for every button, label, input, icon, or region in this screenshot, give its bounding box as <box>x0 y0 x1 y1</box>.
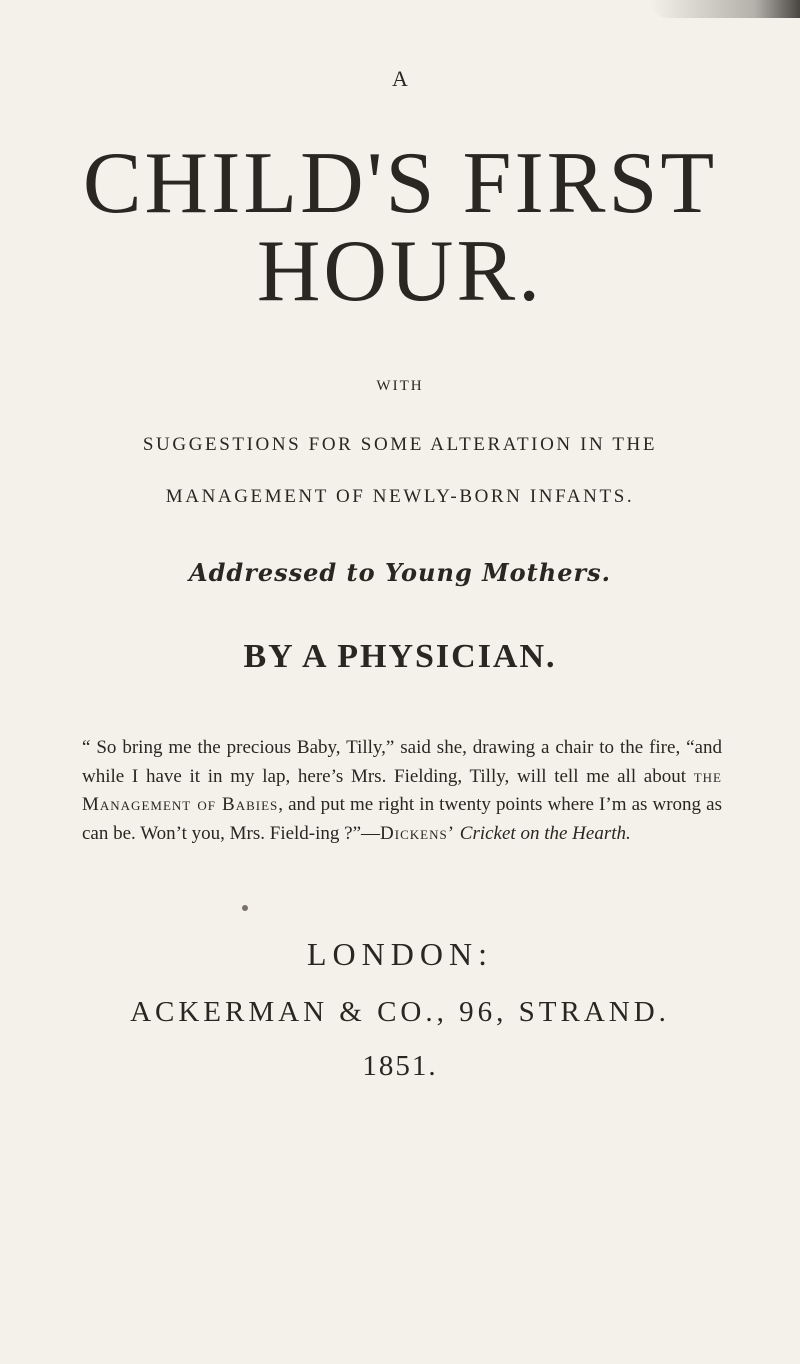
with-line: WITH <box>376 378 424 394</box>
epigraph <box>82 734 722 848</box>
title-article: A <box>392 66 408 91</box>
page-corner-stain <box>650 0 800 18</box>
imprint-city: LONDON: <box>307 936 493 972</box>
epigraph-work: Cricket on the Hearth. <box>459 822 631 844</box>
ink-dot <box>242 905 248 911</box>
imprint-year: 1851. <box>362 1050 438 1082</box>
epigraph-quote-part-1: “ So bring me the precious Baby, Tilly,” said she, drawing a chair to the fire, “and while I have it in my lap, here’s Mrs. Fielding, Tilly, will tell me all about <box>82 737 722 787</box>
epigraph-smallcaps: the Management of Babies <box>82 765 722 815</box>
dedication: Addressed to Young Mothers. <box>189 558 611 587</box>
epigraph-quote-part-2: , and put me right in twenty points where I’m as wrong as can be. Won’t you, Mrs. Field-ing ?”— <box>82 794 722 844</box>
imprint-publisher: ACKERMAN & CO., 96, STRAND. <box>130 996 670 1028</box>
subtitle-line-1: SUGGESTIONS FOR SOME ALTERATION IN THE <box>142 434 658 455</box>
book-title: CHILD'S FIRST HOUR. <box>82 135 718 320</box>
byline: BY A PHYSICIAN. <box>243 638 557 675</box>
epigraph-author: Dickens’ <box>380 822 456 844</box>
subtitle-line-2: MANAGEMENT OF NEWLY-BORN INFANTS. <box>165 486 635 507</box>
